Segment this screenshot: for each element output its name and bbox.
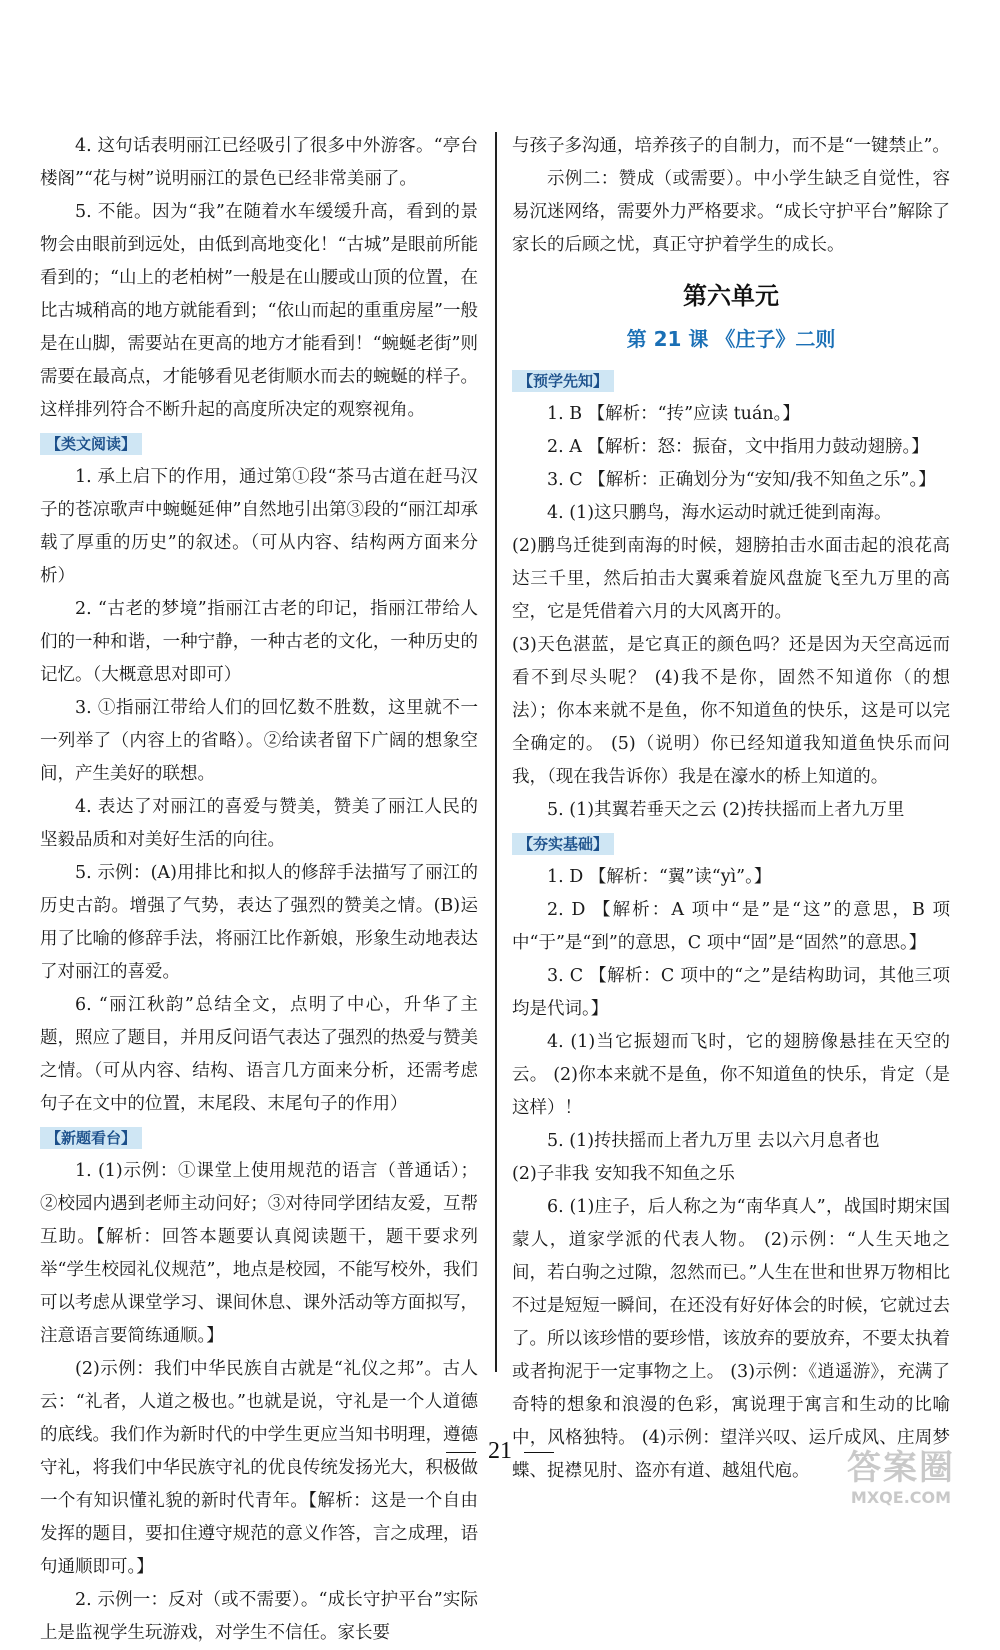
column-divider bbox=[495, 132, 497, 1372]
section-heading-reading: 【类文阅读】 bbox=[40, 433, 142, 455]
watermark-url: MXQE.COM bbox=[850, 1488, 952, 1507]
watermark-logo-text: 答案圈 bbox=[847, 1448, 955, 1488]
answer-paragraph: 3. ①指丽江带给人们的回忆数不胜数，这里就不一一列举了（内容上的省略）。②给读者留下广阔的想象空间，产生美好的联想。 bbox=[40, 698, 478, 784]
answer-paragraph: 5. 示例：(A)用排比和拟人的修辞手法描写了丽江的历史古韵。增强了气势，表达了强烈的赞美之情。(B)运用了比喻的修辞手法，将丽江比作新娘，形象生动地表达了对丽江的喜爱。 bbox=[40, 863, 478, 982]
dash-right bbox=[524, 1452, 554, 1454]
page-number-text: 21 bbox=[488, 1438, 512, 1464]
answer-paragraph: 2. “古老的梦境”指丽江古老的印记，指丽江带给人们的一种和谐，一种宁静，一种古老的文化，一种历史的记忆。（大概意思对即可） bbox=[40, 599, 478, 685]
answer-paragraph: 1. (1)示例：①课堂上使用规范的语言（普通话）；②校园内遇到老师主动问好；③对待同学团结友爱，互帮互助。【解析：回答本题要认真阅读题干，题干要求列举“学生校园礼仪规范”，地点是校园，不能写校外，我们可以考虑从课堂学习、课间休息、课外活动等方面拟写，注意语言要简练通顺。】 bbox=[40, 1161, 478, 1346]
watermark-logo bbox=[836, 1448, 966, 1516]
answer-paragraph: 4. 这句话表明丽江已经吸引了很多中外游客。“亭台楼阁”“花与树”说明丽江的景色已经非常美丽了。 bbox=[40, 136, 478, 189]
unit-title: 第六单元 bbox=[683, 282, 779, 310]
answer-paragraph: 3. C 【解析：正确划分为“安知/我不知鱼之乐”。】 bbox=[547, 470, 936, 490]
answer-paragraph: 6. (1)庄子，后人称之为“南华真人”，战国时期宋国蒙人，道家学派的代表人物。 (2)示例：“人生天地之间，若白驹之过隙，忽然而已。”人生在世和世界万物相比不过是短短一瞬间，在还没有好好体会的时候，它就过去了。所以该珍惜的要珍惜，该放弃的要放弃，不要太执着或者拘泥于一定事物之上。 (3)示例：《逍遥游》，充满了奇特的想象和浪漫的色彩，寓说理于寓言和生动的比喻中，风格独特。 (4)示例：望洋兴叹、运斤成风、庄周梦蝶、捉襟见肘、盗亦有道、越俎代庖。 bbox=[512, 1197, 950, 1481]
answer-paragraph: (3)天色湛蓝，是它真正的颜色吗？还是因为天空高远而看不到尽头呢？ (4)我不是你，固然不知道你（的想法）；你本来就不是鱼，你不知道鱼的快乐，这是可以完全确定的。 (5)（说明）你已经知道我知道鱼快乐而问我，（现在我告诉你）我是在濠水的桥上知道的。 bbox=[512, 635, 950, 787]
answer-paragraph: 4. 表达了对丽江的喜爱与赞美，赞美了丽江人民的坚毅品质和对美好生活的向往。 bbox=[40, 797, 478, 850]
left-column bbox=[40, 130, 478, 1650]
answer-paragraph: 5. (1)其翼若垂天之云 (2)抟扶摇而上者九万里 bbox=[547, 800, 905, 820]
answer-paragraph: 5. 不能。因为“我”在随着水车缓缓升高，看到的景物会由眼前到远处，由低到高地变化！“古城”是眼前所能看到的；“山上的老柏树”一般是在山腰或山顶的位置，在比古城稍高的地方就能看到；“依山而起的重重房屋”一般是在山脚，需要站在更高的地方才能看到！“蜿蜒老街”则需要在最高点，才能够看见老街顺水而去的蜿蜒的样子。这样排列符合不断升起的高度所决定的观察视角。 bbox=[40, 202, 478, 420]
answer-paragraph: 2. D 【解析：A 项中“是”是“这”的意思，B 项中“于”是“到”的意思，C 项中“固”是“固然”的意思。】 bbox=[512, 900, 950, 953]
answer-paragraph: 4. (1)这只鹏鸟，海水运动时就迁徙到南海。 bbox=[547, 503, 892, 523]
answer-paragraph: 示例二：赞成（或需要）。中小学生缺乏自觉性，容易沉迷网络，需要外力严格要求。“成长守护平台”解除了家长的后顾之忧，真正守护着学生的成长。 bbox=[512, 169, 950, 255]
answer-paragraph: 1. D 【解析：“翼”读“yì”。】 bbox=[547, 867, 772, 887]
answer-paragraph: 与孩子多沟通，培养孩子的自制力，而不是“一键禁止”。 bbox=[512, 136, 950, 156]
answer-paragraph: 4. (1)当它振翅而飞时，它的翅膀像悬挂在天空的云。 (2)你本来就不是鱼，你不知道鱼的快乐，肯定（是这样）！ bbox=[512, 1032, 950, 1118]
answer-paragraph: 2. 示例一：反对（或不需要）。“成长守护平台”实际上是监视学生玩游戏，对学生不信任。家长要 bbox=[40, 1590, 478, 1643]
answer-paragraph: (2)子非我 安知我不知鱼之乐 bbox=[512, 1164, 735, 1184]
answer-paragraph: 1. 承上启下的作用，通过第①段“茶马古道在赶马汉子的苍凉歌声中蜿蜒延伸”自然地引出第③段的“丽江却承载了厚重的历史”的叙述。（可从内容、结构两方面来分析） bbox=[40, 467, 478, 586]
dash-left bbox=[446, 1452, 476, 1454]
lesson-title: 第 21 课 《庄子》二则 bbox=[626, 327, 836, 351]
answer-paragraph: (2)鹏鸟迁徙到南海的时候，翅膀拍击水面击起的浪花高达三千里，然后拍击大翼乘着旋风盘旋飞至九万里的高空，它是凭借着六月的大风离开的。 bbox=[512, 536, 950, 622]
answer-paragraph: 2. A 【解析：怒：振奋，文中指用力鼓动翅膀。】 bbox=[547, 437, 929, 457]
section-heading-preview: 【预学先知】 bbox=[512, 370, 614, 392]
section-heading-foundation: 【夯实基础】 bbox=[512, 833, 614, 855]
answer-paragraph: 3. C 【解析：C 项中的“之”是结构助词，其他三项均是代词。】 bbox=[512, 966, 950, 1019]
answer-paragraph: 6. “丽江秋韵”总结全文，点明了中心，升华了主题，照应了题目，并用反问语气表达了强烈的热爱与赞美之情。（可从内容、结构、语言几方面来分析，还需考虑句子在文中的位置，末尾段、末尾句子的作用） bbox=[40, 995, 478, 1114]
right-column bbox=[512, 130, 950, 1488]
section-heading-new-questions: 【新题看台】 bbox=[40, 1127, 142, 1149]
answer-paragraph: 1. B 【解析：“抟”应读 tuán。】 bbox=[547, 404, 800, 424]
answer-paragraph: (2)示例：我们中华民族自古就是“礼仪之邦”。古人云：“礼者，人道之极也。”也就是说，守礼是一个人道德的底线。我们作为新时代的中学生更应当知书明理，遵德守礼，将我们中华民族守礼的优良传统发扬光大，积极做一个有知识懂礼貌的新时代青年。【解析：这是一个自由发挥的题目，要扣住遵守规范的意义作答，言之成理，语句通顺即可。】 bbox=[40, 1359, 478, 1577]
answer-paragraph: 5. (1)抟扶摇而上者九万里 去以六月息者也 bbox=[547, 1131, 880, 1151]
